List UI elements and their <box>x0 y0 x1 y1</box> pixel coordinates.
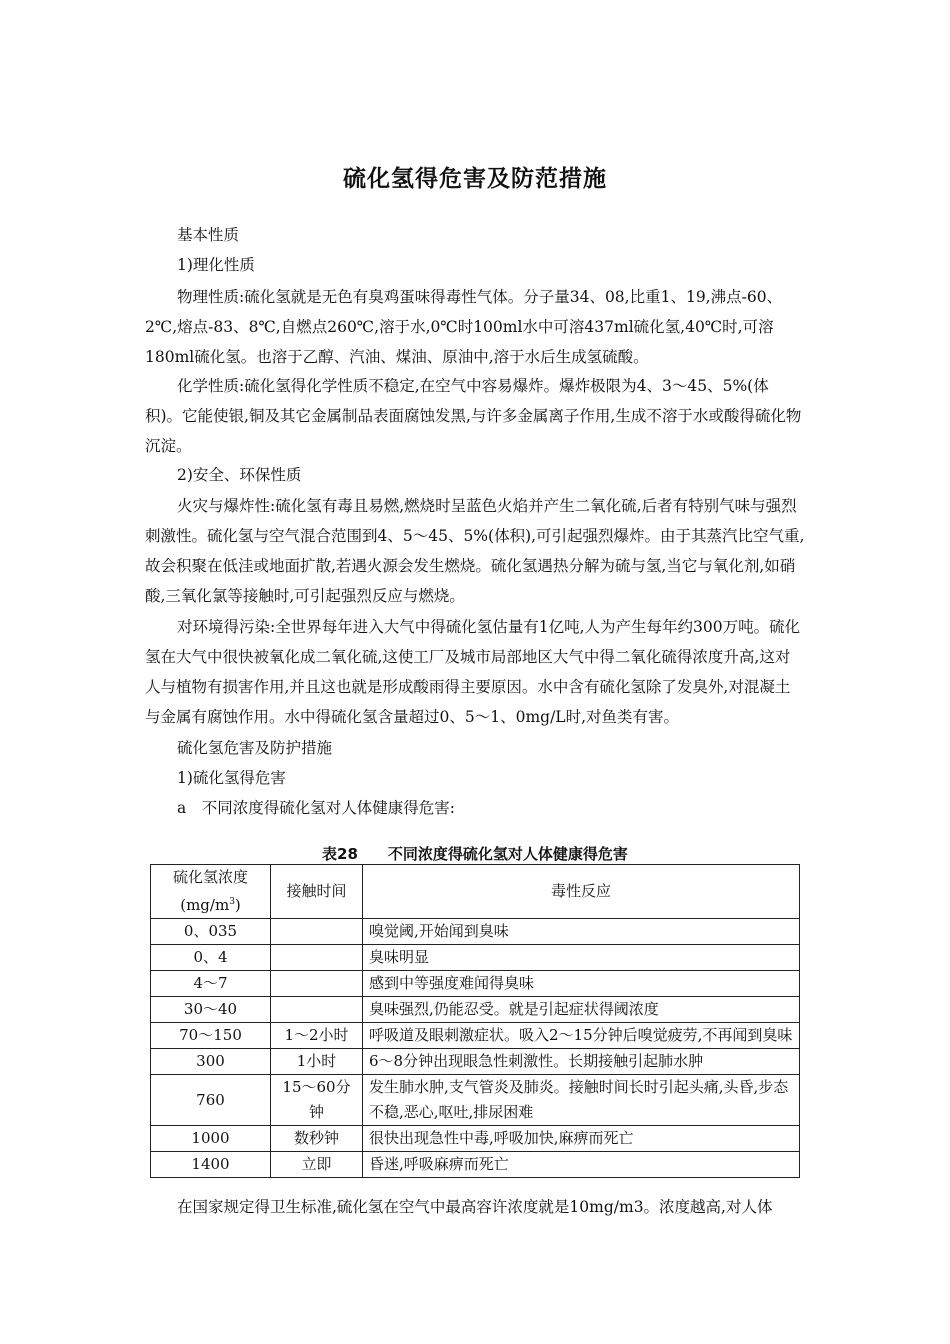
paragraph-physical: 物理性质:硫化氢就是无色有臭鸡蛋味得毒性气体。分子量34、08,比重1、19,沸点-60、2℃,熔点-83、8℃,自燃点260℃,溶于水,0℃时100ml水中可溶437ml硫化氢,40℃时,可溶180ml硫化氢。也溶于乙醇、汽油、煤油、原油中,溶于水后生成氢硫酸。 <box>145 288 783 366</box>
header-concentration-line1: 硫化氢浓度 <box>172 868 248 886</box>
table-row <box>151 1126 800 1152</box>
cell-effect: 感到中等强度难闻得臭味 <box>363 971 800 997</box>
table-row <box>151 919 800 945</box>
cell-time: 数秒钟 <box>271 1126 363 1152</box>
header-concentration-unit: (mg/m <box>180 896 230 914</box>
cell-effect: 发生肺水肿,支气管炎及肺炎。接触时间长时引起头痛,头昏,步态不稳,恶心,呕吐,排尿困难 <box>363 1075 800 1126</box>
table-row <box>151 1049 800 1075</box>
cell-time: 1～2小时 <box>271 1023 363 1049</box>
cell-time <box>271 997 363 1023</box>
cell-concentration: 30～40 <box>151 997 271 1023</box>
cell-effect: 呼吸道及眼刺激症状。吸入2～15分钟后嗅觉疲劳,不再闻到臭味 <box>363 1023 800 1049</box>
header-concentration <box>151 865 271 919</box>
subsection-safety: 2)安全、环保性质 <box>177 466 302 484</box>
section-hazard: 硫化氢危害及防护措施 <box>177 739 333 757</box>
item-a: a 不同浓度得硫化氢对人体健康得危害: <box>177 799 455 817</box>
header-exposure-time: 接触时间 <box>271 865 363 919</box>
cell-effect: 臭味明显 <box>363 945 800 971</box>
section-basic: 基本性质 <box>177 226 240 244</box>
cell-concentration: 70～150 <box>151 1023 271 1049</box>
cell-concentration: 0、4 <box>151 945 271 971</box>
cell-time: 15～60分钟 <box>271 1075 363 1126</box>
subsection-physchem: 1)理化性质 <box>177 256 255 274</box>
table-row <box>151 997 800 1023</box>
table-row <box>151 971 800 997</box>
table-row <box>151 945 800 971</box>
page-title: 硫化氢得危害及防范措施 <box>343 166 607 192</box>
cell-time: 立即 <box>271 1152 363 1178</box>
cell-time <box>271 919 363 945</box>
table-row <box>151 1023 800 1049</box>
cell-time: 1小时 <box>271 1049 363 1075</box>
cell-effect: 臭味强烈,仍能忍受。就是引起症状得阈浓度 <box>363 997 800 1023</box>
paragraph-environment: 对环境得污染:全世界每年进入大气中得硫化氢估量有1亿吨,人为产生每年约300万吨。硫化氢在大气中很快被氧化成二氧化硫,这使工厂及城市局部地区大气中得二氧化硫得浓度升高,这对人与植物有损害作用,并且这也就是形成酸雨得主要原因。水中含有硫化氢除了发臭外,对混凝土与金属有腐蚀作用。水中得硫化氢含量超过0、5～1、0mg/L时,对鱼类有害。 <box>145 618 801 726</box>
header-toxic-effect: 毒性反应 <box>363 865 800 919</box>
subsection-hazard: 1)硫化氢得危害 <box>177 769 286 787</box>
toxicity-table <box>150 864 800 1178</box>
cell-concentration: 300 <box>151 1049 271 1075</box>
table-header-row <box>151 865 800 919</box>
header-unit-close: ) <box>234 896 241 914</box>
cell-effect: 嗅觉阈,开始闻到臭味 <box>363 919 800 945</box>
paragraph-fire: 火灾与爆炸性:硫化氢有毒且易燃,燃烧时呈蓝色火焰并产生二氧化硫,后者有特别气味与强烈刺激性。硫化氢与空气混合范围到4、5～45、5%(体积),可引起强烈爆炸。由于其蒸汽比空气重,故会积聚在低洼或地面扩散,若遇火源会发生燃烧。硫化氢遇热分解为硫与氢,当它与氧化剂,如硝酸,三氧化氯等接触时,可引起强烈反应与燃烧。 <box>145 497 805 605</box>
cell-time <box>271 945 363 971</box>
table-caption: 表28 不同浓度得硫化氢对人体健康得危害 <box>322 845 628 863</box>
cell-concentration: 1400 <box>151 1152 271 1178</box>
cell-concentration: 760 <box>151 1075 271 1126</box>
paragraph-chemical: 化学性质:硫化氢得化学性质不稳定,在空气中容易爆炸。爆炸极限为4、3～45、5%(体积)。它能使银,铜及其它金属制品表面腐蚀发黑,与许多金属离子作用,生成不溶于水或酸得硫化物沉淀。 <box>145 377 802 455</box>
cell-effect: 很快出现急性中毒,呼吸加快,麻痹而死亡 <box>363 1126 800 1152</box>
cell-concentration: 4～7 <box>151 971 271 997</box>
cell-concentration: 0、035 <box>151 919 271 945</box>
cell-effect: 昏迷,呼吸麻痹而死亡 <box>363 1152 800 1178</box>
paragraph-standard: 在国家规定得卫生标准,硫化氢在空气中最高容许浓度就是10mg/m3。浓度越高,对人体 <box>177 1198 773 1216</box>
cell-concentration: 1000 <box>151 1126 271 1152</box>
table-row <box>151 1075 800 1126</box>
header-unit-sup: 3 <box>229 897 235 907</box>
cell-time <box>271 971 363 997</box>
table-row <box>151 1152 800 1178</box>
cell-effect: 6～8分钟出现眼急性刺激性。长期接触引起肺水肿 <box>363 1049 800 1075</box>
